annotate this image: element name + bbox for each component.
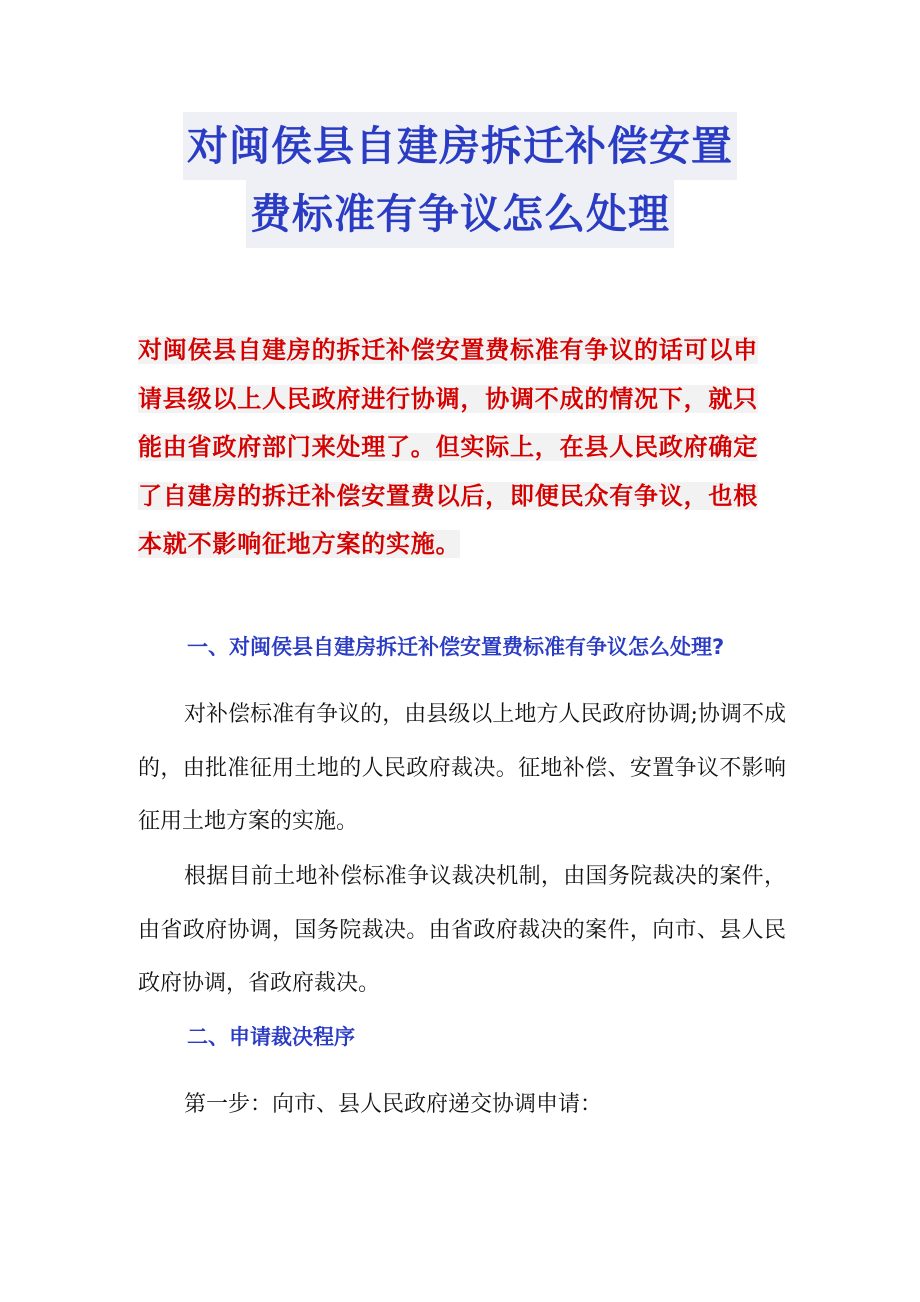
title-line-2: 费标准有争议怎么处理 <box>246 180 674 248</box>
section-2-paragraph-1: 第一步：向市、县人民政府递交协调申请： <box>184 1092 603 1117</box>
title-line-1: 对闽侯县自建房拆迁补偿安置 <box>183 112 737 180</box>
section-2-heading: 二、申请裁决程序 <box>187 1025 355 1049</box>
section-1-paragraph-2: 根据目前土地补偿标准争议裁决机制，由国务院裁决的案件，由省政府协调，国务院裁决。由省政府裁决的案件，向市、县人民政府协调，省政府裁决。 <box>138 864 786 996</box>
lead-paragraph <box>138 326 778 569</box>
lead-text: 对闽侯县自建房的拆迁补偿安置费标准有争议的话可以申请县级以上人民政府进行协调，协调不成的情况下，就只能由省政府部门来处理了。但实际上，在县人民政府确定了自建房的拆迁补偿安置费以后，即便民众有争议，也根本就不影响征地方案的实施。 <box>138 336 758 558</box>
document-title <box>120 112 800 248</box>
section-1-paragraph-1: 对补偿标准有争议的，由县级以上地方人民政府协调;协调不成的，由批准征用土地的人民政府裁决。征地补偿、安置争议不影响征用土地方案的实施。 <box>138 702 786 834</box>
section-1-heading: 一、对闽侯县自建房拆迁补偿安置费标准有争议怎么处理? <box>187 635 725 659</box>
